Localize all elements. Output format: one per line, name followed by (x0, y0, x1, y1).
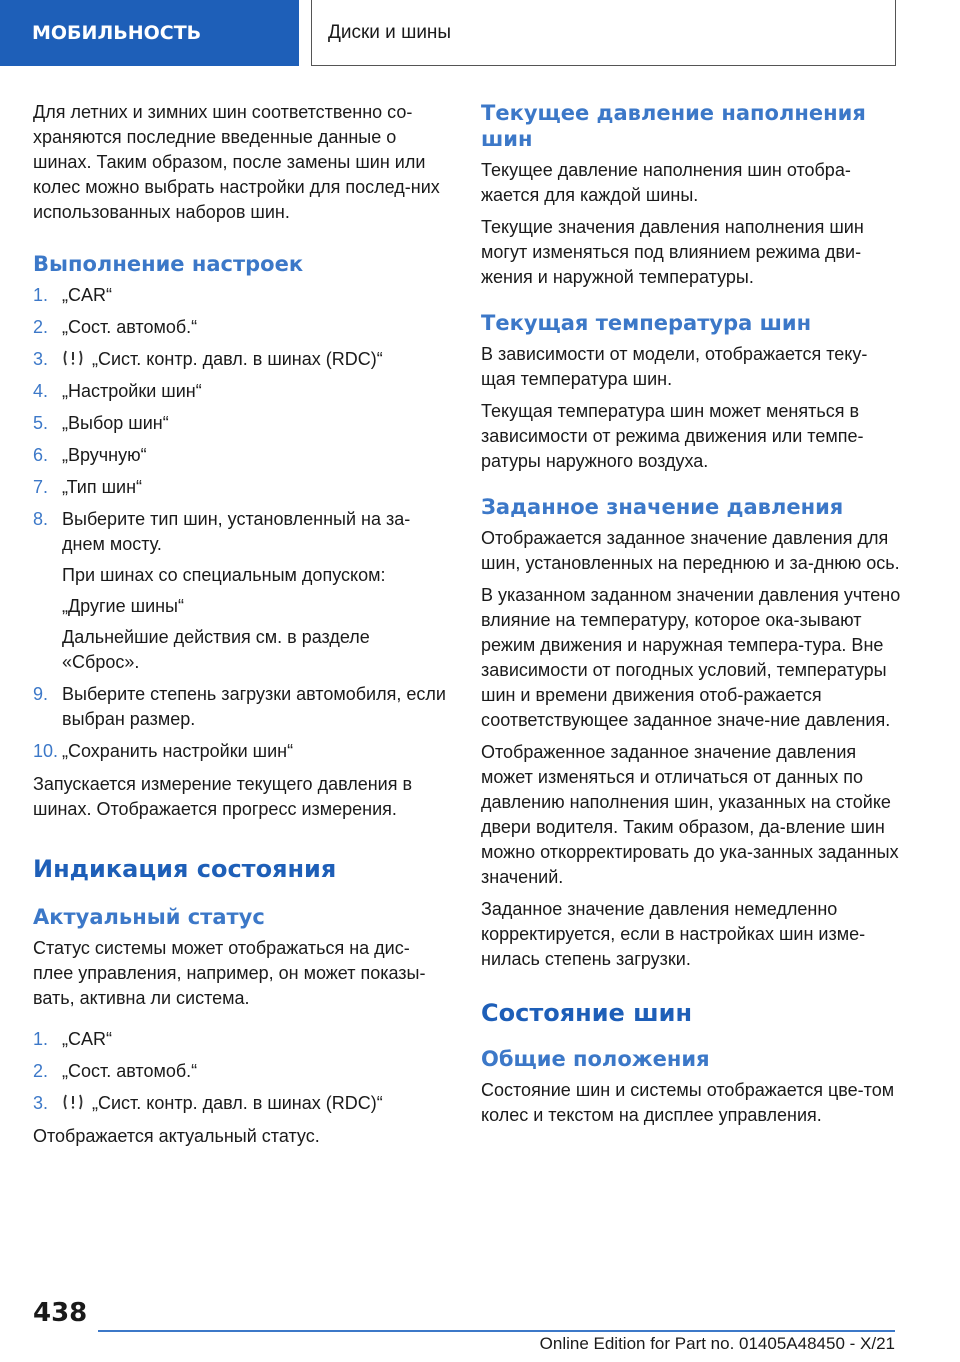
tire-pressure-icon (62, 348, 84, 368)
tire-state-heading: Состояние шин (481, 999, 693, 1027)
status-heading: Индикация состояния (33, 855, 337, 883)
actual-status-paragraph: Статус системы может отображаться на дис-плее управления, например, он может показы-вать, активна ли система. (33, 938, 426, 1008)
step-number: 10. (33, 741, 59, 761)
actual-status-heading: Актуальный статус (33, 905, 265, 929)
tire-pressure-icon (62, 1092, 84, 1112)
list-item (33, 1027, 448, 1052)
target-pressure-heading: Заданное значение давления (481, 495, 844, 519)
left-column (33, 100, 448, 1156)
paragraph: Отображенное заданное значение давления может изменяться и отличаться от данных по давлению наполнения шин, указанных на стойке двери водителя. Таким образом, да-вление шин можно откорректировать до ука-занных заданных значений. (481, 742, 899, 887)
step-text: „CAR“ (62, 1029, 112, 1049)
step-number: 4. (33, 381, 49, 401)
list-item (33, 475, 448, 500)
right-column (481, 100, 901, 1135)
step-text: „Сохранить настройки шин“ (62, 741, 294, 761)
list-item (33, 283, 448, 308)
list-item (33, 379, 448, 404)
step-number: 9. (33, 684, 49, 704)
step-number: 7. (33, 477, 49, 497)
status-steps (33, 1027, 448, 1116)
step-text: „Выбор шин“ (62, 413, 169, 433)
step-text: Выберите степень загрузки автомобиля, если выбран размер. (62, 684, 446, 729)
measure-paragraph: Запускается измерение текущего давления в шинах. Отображается прогресс измерения. (33, 774, 413, 819)
step-number: 1. (33, 1029, 49, 1049)
step-note: Дальнейшие действия см. в разделе «Сброс». (62, 627, 370, 672)
intro-paragraph: Для летних и зимних шин соответственно со-храняются последние введенные данные о шинах. Таким образом, после замены шин или колес можно выбрать настройки для послед-них использованных наборов шин. (33, 102, 440, 222)
step-text: „Сист. контр. давл. в шинах (RDC)“ (92, 1093, 383, 1113)
footer-edition: Online Edition for Part no. 01405A48450 - X/21 (539, 1334, 895, 1353)
step-text: „Сист. контр. давл. в шинах (RDC)“ (92, 349, 383, 369)
step-number: 3. (33, 1093, 49, 1113)
list-item (33, 315, 448, 340)
step-note: При шинах со специальным допуском: (62, 565, 386, 585)
list-item (33, 443, 448, 468)
current-temp-heading: Текущая температура шин (481, 311, 812, 335)
step-text: „CAR“ (62, 285, 112, 305)
chapter-title: Диски и шины (328, 21, 452, 43)
paragraph: В зависимости от модели, отображается теку-щая температура шин. (481, 344, 868, 389)
step-number: 3. (33, 349, 49, 369)
paragraph: В указанном заданном значении давления учтено влияние на температуру, которое ока-зывают режим движения и наружная темпера-тура. Вне зависимости от погодных условий, температуры шин и времени движения отоб-ражается соответствующее заданное значе-ние давления. (481, 585, 901, 730)
list-item (33, 1059, 448, 1084)
step-text: „Сост. автомоб.“ (62, 317, 198, 337)
step-text: „Вручную“ (62, 445, 147, 465)
step-text: „Тип шин“ (62, 477, 143, 497)
list-item (33, 507, 448, 675)
step-number: 2. (33, 1061, 49, 1081)
list-item (33, 411, 448, 436)
paragraph: Отображается заданное значение давления для шин, установленных на переднюю и за-днюю ось. (481, 528, 900, 573)
section-tab (0, 0, 299, 66)
list-item (33, 682, 448, 732)
step-number: 5. (33, 413, 49, 433)
step-text: „Сост. автомоб.“ (62, 1061, 198, 1081)
page-number: 438 (33, 1298, 88, 1328)
settings-steps (33, 283, 448, 764)
step-number: 8. (33, 509, 49, 529)
list-item (33, 739, 448, 764)
step-number: 2. (33, 317, 49, 337)
paragraph: Текущие значения давления наполнения шин могут изменяться под влиянием режима дви-жения и наружной температуры. (481, 217, 864, 287)
list-item (33, 347, 448, 372)
list-item (33, 1091, 448, 1116)
step-text: Выберите тип шин, установленный на за-днем мосту. (62, 509, 411, 554)
step-number: 6. (33, 445, 49, 465)
general-heading: Общие положения (481, 1047, 710, 1071)
step-number: 1. (33, 285, 49, 305)
chapter-header (311, 0, 896, 66)
current-pressure-heading: Текущее давление наполнения шин (481, 101, 866, 151)
paragraph: Заданное значение давления немедленно корректируется, если в настройках шин изме-нилась степень загрузки. (481, 899, 866, 969)
step-note: „Другие шины“ (62, 596, 184, 616)
paragraph: Текущая температура шин может меняться в зависимости от режима движения или темпе-ратуры наружного воздуха. (481, 401, 864, 471)
footer-divider (98, 1330, 895, 1332)
paragraph: Состояние шин и системы отображается цве-том колес и текстом на дисплее управления. (481, 1080, 895, 1125)
step-text: „Настройки шин“ (62, 381, 202, 401)
settings-heading: Выполнение настроек (33, 252, 304, 276)
paragraph: Текущее давление наполнения шин отобра-жается для каждой шины. (481, 160, 851, 205)
status-result: Отображается актуальный статус. (33, 1126, 320, 1146)
section-title: МОБИЛЬНОСТЬ (32, 22, 202, 44)
